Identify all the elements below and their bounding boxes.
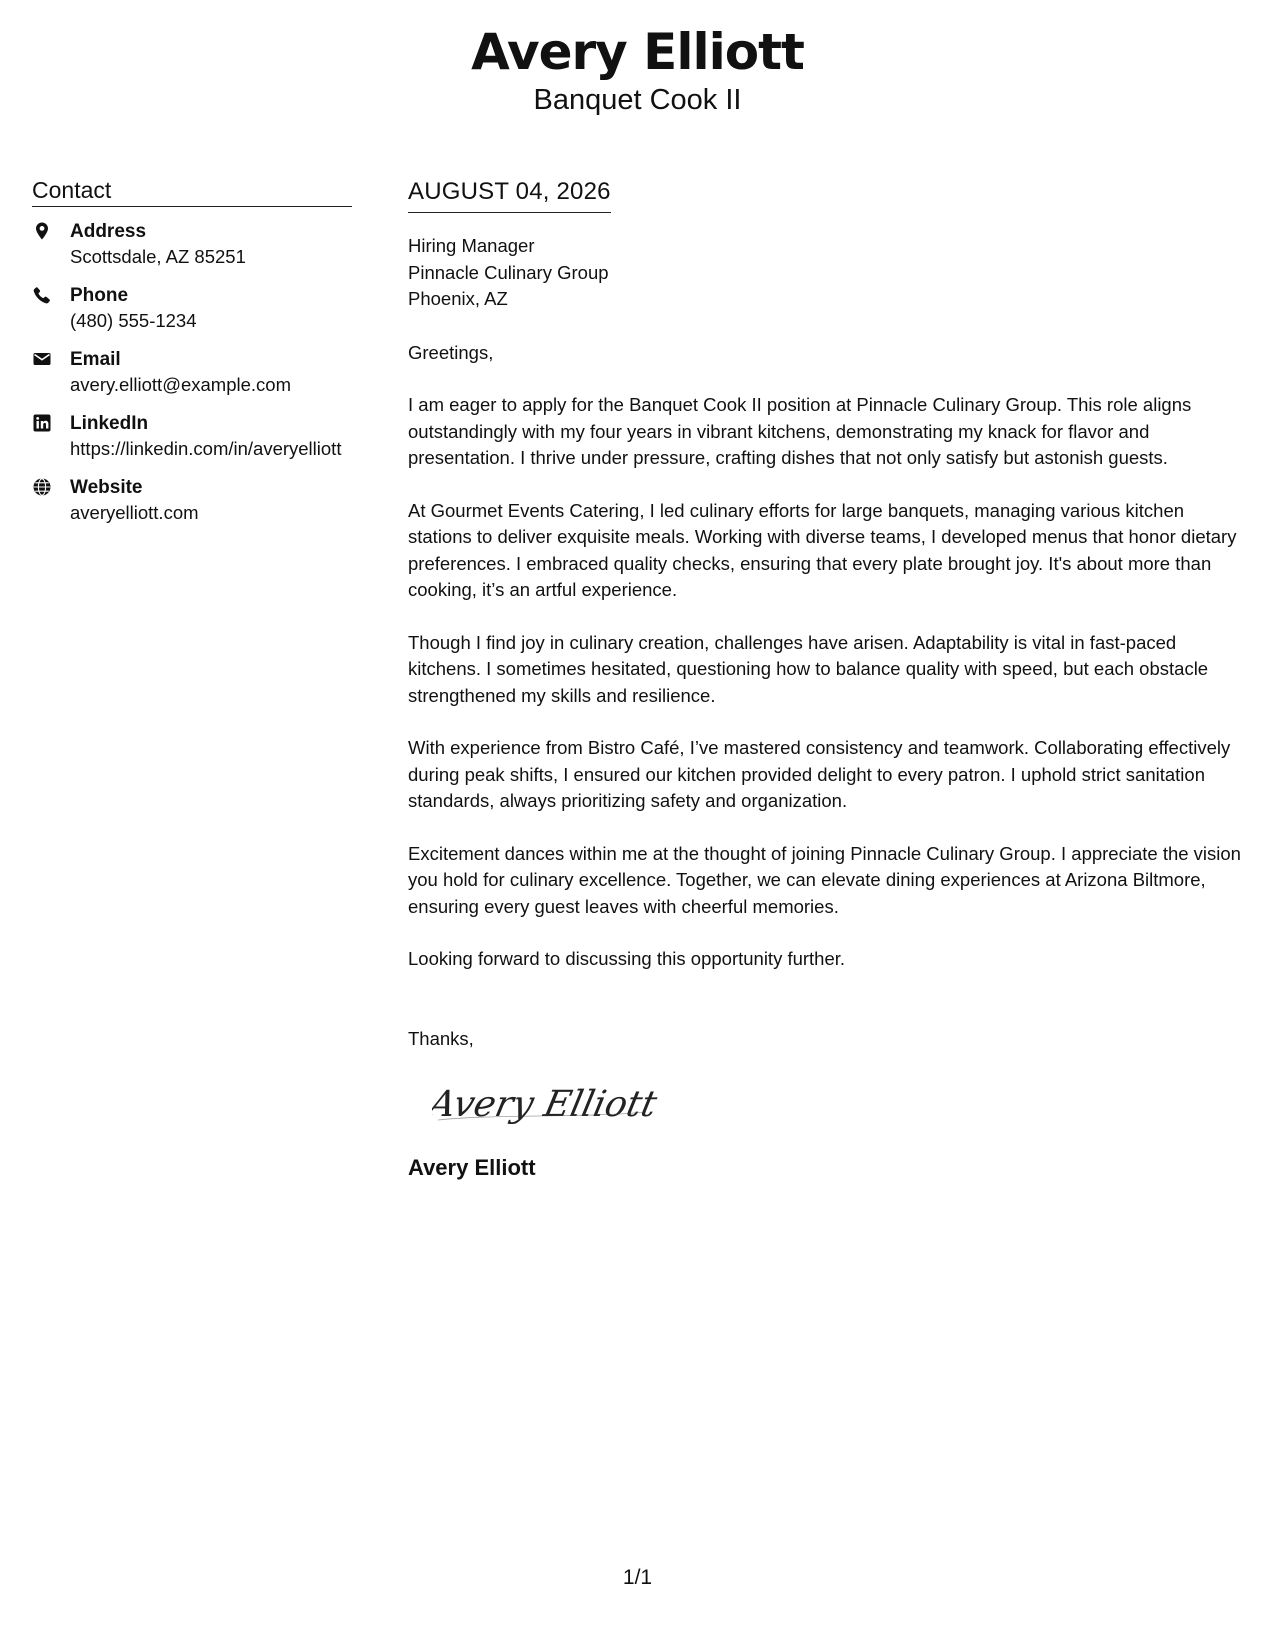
letter-body: [408, 176, 1248, 1182]
page-number: 1/1: [622, 1566, 653, 1589]
contact-item-linkedin: [32, 411, 352, 461]
website-value[interactable]: averyelliott.com: [70, 502, 199, 523]
contact-label: Address: [70, 221, 147, 242]
contact-label: LinkedIn: [70, 413, 149, 434]
job-title: Banquet Cook II: [533, 84, 742, 116]
email-value[interactable]: avery.elliott@example.com: [70, 374, 291, 395]
applicant-name: Avery Elliott: [471, 23, 804, 81]
contact-list: [32, 219, 352, 525]
address-value: Scottsdale, AZ 85251: [70, 246, 246, 267]
paragraph-intro: I am eager to apply for the Banquet Cook II position at Pinnacle Culinary Group. This role aligns outstandingly with my four years in vibrant kitchens, demonstrating my knack for flavor and presentation. I thrive under pressure, crafting dishes that not only satisfy but astonish guests.: [408, 394, 1192, 468]
paragraph-motivation: Excitement dances within me at the thought of joining Pinnacle Culinary Group. I appreciate the vision you hold for culinary excellence. Together, we can elevate dining experiences at Arizona Biltmore, ensuring every guest leaves with cheerful memories.: [408, 842, 1241, 917]
paragraph-teamwork: With experience from Bistro Café, I’ve mastered consistency and teamwork. Collaborating effectively during peak shifts, I ensured our kitchen provided delight to every patron. I uphold strict sanitation standards, always prioritizing safety and organization.: [408, 737, 1231, 811]
contact-heading: Contact: [32, 176, 352, 207]
paragraph-closing: Looking forward to discussing this opportunity further.: [408, 948, 846, 969]
phone-icon: [32, 283, 70, 333]
signer-name: Avery Elliott: [408, 1155, 536, 1180]
contact-sidebar: [32, 176, 352, 539]
signature-text: Avery Elliott: [432, 1082, 661, 1125]
contact-label: Email: [70, 349, 121, 370]
letter-date: AUGUST 04, 2026: [408, 178, 611, 205]
paragraph-experience: At Gourmet Events Catering, I led culinary efforts for large banquets, managing various kitchen stations to deliver exquisite meals. Working with diverse teams, I developed menus that honor dietary preferences. I embraced quality checks, ensuring that every plate brought joy. It's about more than cooking, it’s an artful experience.: [408, 499, 1237, 600]
contact-label: Website: [70, 477, 143, 498]
recipient-company: Pinnacle Culinary Group: [408, 261, 609, 283]
contact-item-address: [32, 219, 352, 269]
contact-item-email: [32, 347, 352, 397]
recipient-name: Hiring Manager: [408, 235, 535, 256]
letter-header: [0, 22, 1275, 118]
closing-salutation: Thanks,: [408, 1027, 474, 1049]
globe-icon: [32, 475, 70, 525]
map-pin-icon: [32, 219, 70, 269]
envelope-icon: [32, 347, 70, 397]
handwritten-signature: [432, 1074, 662, 1134]
recipient-location: Phoenix, AZ: [408, 288, 508, 309]
greeting: Greetings,: [408, 341, 494, 363]
linkedin-icon: [32, 411, 70, 461]
phone-value: (480) 555-1234: [70, 310, 197, 331]
recipient-block: [408, 233, 1248, 313]
contact-item-website: [32, 475, 352, 525]
contact-label: Phone: [70, 285, 129, 306]
paragraph-challenges: Though I find joy in culinary creation, challenges have arisen. Adaptability is vital in fast-paced kitchens. I sometimes hesitated, questioning how to balance quality with speed, but each obstacle strengthened my skills and resilience.: [408, 631, 1209, 706]
contact-item-phone: [32, 283, 352, 333]
date-block: [408, 176, 611, 213]
linkedin-value[interactable]: https://linkedin.com/in/averyelliott: [70, 438, 342, 459]
